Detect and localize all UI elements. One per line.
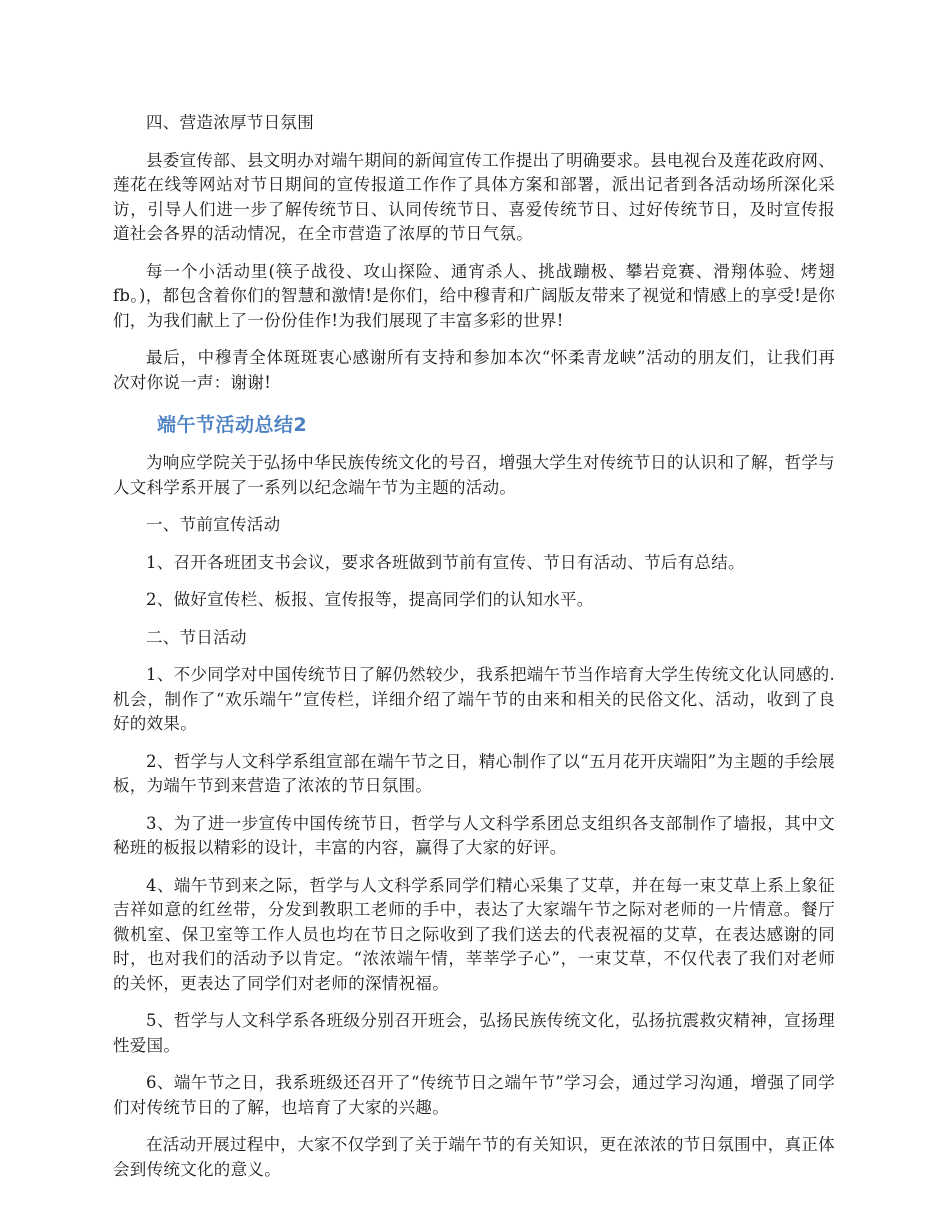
article-heading: 端午节活动总结2 <box>157 414 308 436</box>
paragraph: 5、哲学与人文科学系各班级分别召开班会，弘扬民族传统文化，弘扬抗震救灾精神，宣扬理性爱国。 <box>113 1011 835 1055</box>
paragraph: 4、端午节到来之际，哲学与人文科学系同学们精心采集了艾草，并在每一束艾草上系上象征吉祥如意的红丝带，分发到教职工老师的手中，表达了大家端午节之际对老师的一片情意。餐厅微机室、保卫室等工作人员也均在节日之际收到了我们送去的代表祝福的艾草，在表达感谢的同时，也对我们的活动予以肯定。“浓浓端午情，莘莘学子心”，一束艾草，不仅代表了我们对老师的关怀，更表达了同学们对老师的深情祝福。 <box>113 875 835 993</box>
paragraph: 3、为了进一步宣传中国传统节日，哲学与人文科学系团总支组织各支部制作了墙报，其中文秘班的板报以精彩的设计，丰富的内容，赢得了大家的好评。 <box>113 813 835 857</box>
paragraph: 2、哲学与人文科学系组宣部在端午节之日，精心制作了以“五月花开庆端阳”为主题的手绘展板，为端午节到来营造了浓浓的节日氛围。 <box>113 751 835 795</box>
section-subheading: 四、营造浓厚节日氛围 <box>146 113 314 132</box>
section-subheading: 一、节前宣传活动 <box>146 515 281 534</box>
paragraph: 每一个小活动里(筷子战役、攻山探险、通宵杀人、挑战蹦极、攀岩竞赛、滑翔体验、烤翅fb。)，都包含着你们的智慧和激情!是你们，给中穆青和广阔版友带来了视觉和情感上的享受!是你们，为我们献上了一份份佳作!为我们展现了丰富多彩的世界! <box>113 261 835 330</box>
paragraph: 1、不少同学对中国传统节日了解仍然较少，我系把端午节当作培育大学生传统文化认同感的.机会，制作了“欢乐端午”宣传栏，详细介绍了端午节的由来和相关的民俗文化、活动，收到了良好的效果。 <box>113 665 835 733</box>
section-subheading: 二、节日活动 <box>146 627 247 647</box>
paragraph: 在活动开展过程中，大家不仅学到了关于端午节的有关知识，更在浓浓的节日氛围中，真正体会到传统文化的意义。 <box>113 1135 835 1179</box>
paragraph: 6、端午节之日，我系班级还召开了“传统节日之端午节”学习会，通过学习沟通，增强了同学们对传统节日的了解，也培育了大家的兴趣。 <box>113 1073 835 1117</box>
paragraph: 县委宣传部、县文明办对端午期间的新闻宣传工作提出了明确要求。县电视台及莲花政府网、莲花在线等网站对节日期间的宣传报道工作作了具体方案和部署，派出记者到各活动场所深化采访，引导人们进一步了解传统节日、认同传统节日、喜爱传统节日、过好传统节日，及时宣传报道社会各界的活动情况，在全市营造了浓厚的节日气氛。 <box>113 150 835 243</box>
paragraph: 为响应学院关于弘扬中华民族传统文化的号召，增强大学生对传统节日的认识和了解，哲学与人文科学系开展了一系列以纪念端午节为主题的活动。 <box>113 453 835 497</box>
paragraph: 最后，中穆青全体斑斑衷心感谢所有支持和参加本次“怀柔青龙峡”活动的朋友们，让我们再次对你说一声：谢谢! <box>113 348 835 392</box>
paragraph: 1、召开各班团支书会议，要求各班做到节前有宣传、节日有活动、节后有总结。 <box>146 552 745 572</box>
paragraph: 2、做好宣传栏、板报、宣传报等，提高同学们的认知水平。 <box>146 590 594 609</box>
document-page <box>113 111 835 1195</box>
